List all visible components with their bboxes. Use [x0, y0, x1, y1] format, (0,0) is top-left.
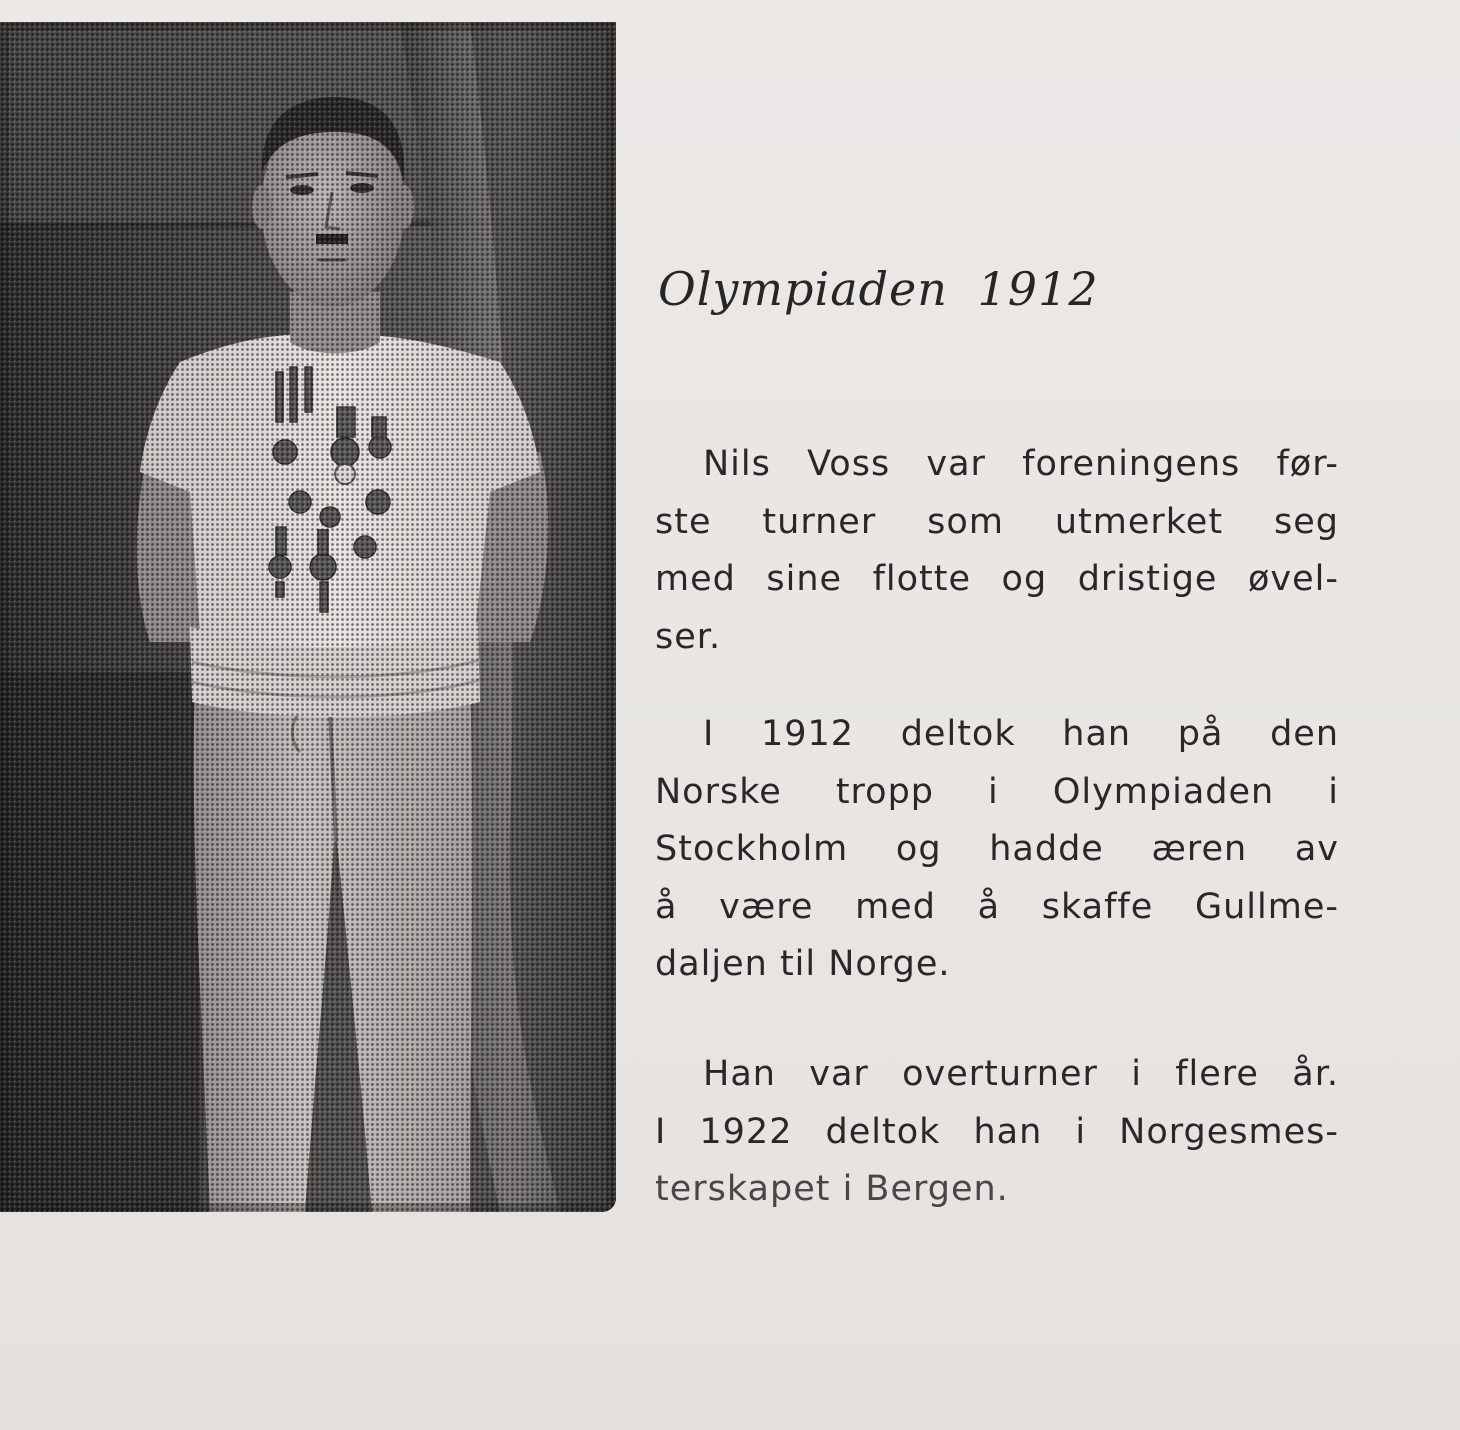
text-line: I 1912 deltok han på den — [703, 714, 1339, 754]
paragraph-3 — [655, 1046, 1339, 1219]
page-title: Olympiaden 1912 — [658, 262, 1099, 316]
text-line: daljen til Norge. — [655, 944, 951, 984]
paragraph-1 — [655, 436, 1339, 666]
paragraph-2 — [655, 706, 1339, 994]
text-line: I 1922 deltok han i Norgesmes- — [655, 1111, 1339, 1152]
text-line: Nils Voss var foreningens før- — [703, 444, 1339, 484]
text-line: å være med å skaffe Gullme- — [655, 886, 1339, 927]
text-line: Stockholm og hadde æren av — [655, 829, 1339, 869]
text-line: terskapet i Bergen. — [655, 1169, 1009, 1209]
text-line: Han var overturner i flere år. — [703, 1054, 1339, 1094]
gymnast-portrait-icon — [0, 22, 616, 1212]
text-line: ste turner som utmerket seg — [655, 501, 1339, 542]
text-line: Norske tropp i Olympiaden i — [655, 771, 1339, 812]
text-line: ser. — [655, 616, 722, 657]
text-line: med sine flotte og dristige øvel- — [655, 559, 1339, 599]
gymnast-photo — [0, 22, 616, 1212]
